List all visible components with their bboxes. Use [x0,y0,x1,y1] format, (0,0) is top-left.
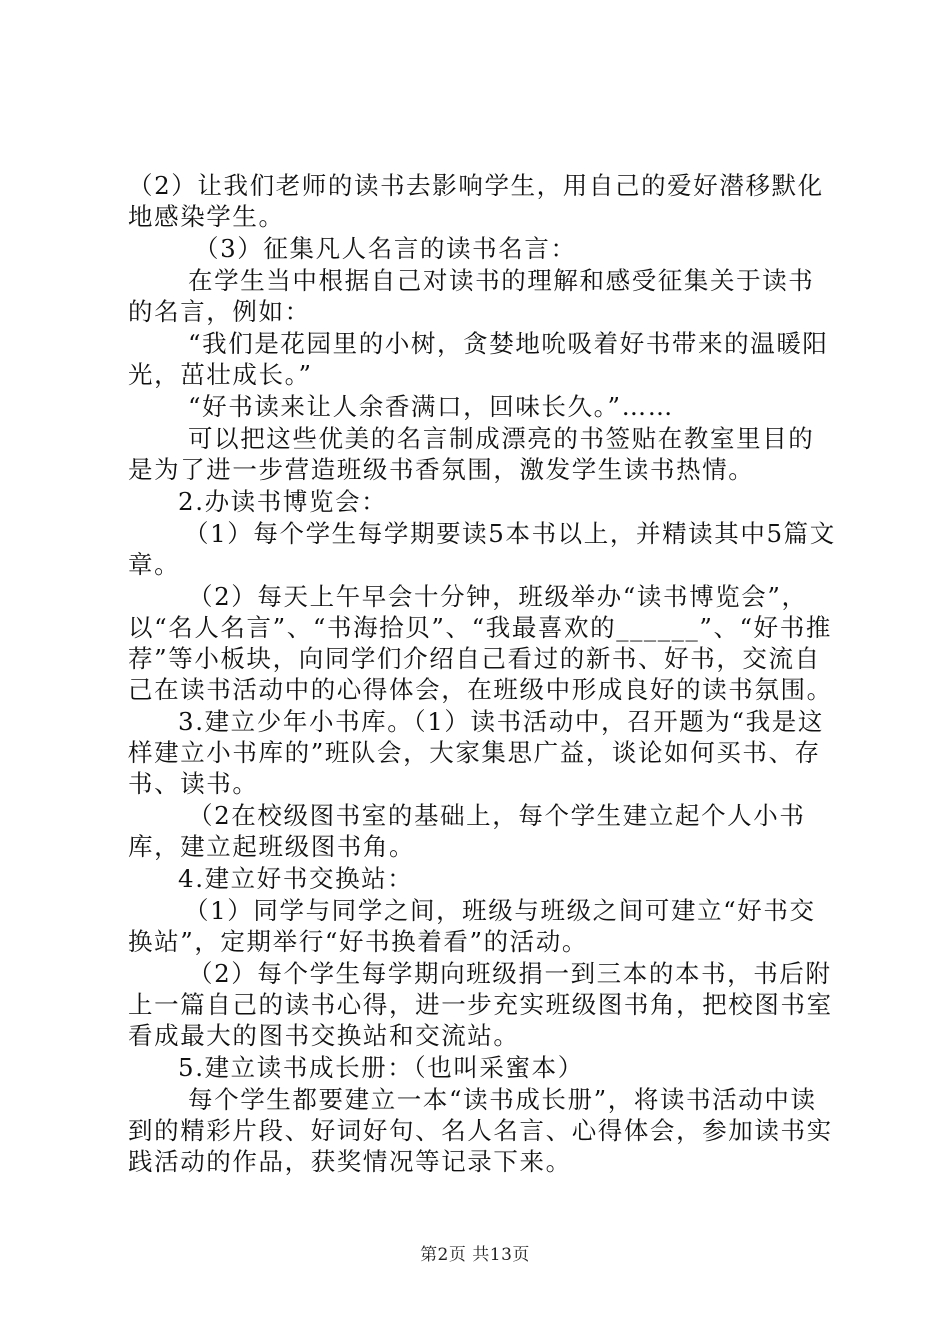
section-heading: 3.建立少年小书库。（1）读书活动中，召开题为“我是这样建立小书库的”班队会，大家集思广益，谈论如何买书、存书、读书。 [128,707,824,798]
paragraph: （2在校级图书室的基础上，每个学生建立起个人小书库，建立起班级图书角。 [128,801,806,861]
paragraph: 每个学生都要建立一本“读书成长册”，将读书活动中读到的精彩片段、好词好句、名人名言、心得体会，参加读书实践活动的作品，获奖情况等记录下来。 [128,1085,833,1176]
page-number-footer: 第2页 共13页 [420,1245,530,1265]
document-body [128,170,838,1177]
paragraph: “我们是花园里的小树，贪婪地吮吸着好书带来的温暖阳光，茁壮成长。” [128,329,829,389]
paragraph: 在学生当中根据自己对读书的理解和感受征集关于读书的名言，例如： [128,266,815,326]
section-heading: 4.建立好书交换站： [178,864,414,893]
paragraph: （1）每个学生每学期要读5本书以上，并精读其中5篇文章。 [128,519,836,579]
paragraph: “好书读来让人余香满口，回味长久。”…… [188,392,674,421]
paragraph: 可以把这些优美的名言制成漂亮的书签贴在教室里目的是为了进一步营造班级书香氛围，激发学生读书热情。 [128,424,815,484]
paragraph: （3）征集凡人名言的读书名言： [194,234,577,263]
section-heading: 5.建立读书成长册：（也叫采蜜本） [178,1053,584,1082]
paragraph: （2）让我们老师的读书去影响学生，用自己的爱好潜移默化地感染学生。 [128,171,824,231]
section-heading: 2.办读书博览会： [178,487,388,516]
paragraph: （2）每个学生每学期向班级捐一到三本的本书，书后附上一篇自己的读书心得，进一步充实班级图书角，把校图书室看成最大的图书交换站和交流站。 [128,959,833,1050]
paragraph: （1）同学与同学之间，班级与班级之间可建立“好书交换站”，定期举行“好书换着看”的活动。 [128,896,816,956]
paragraph: （2）每天上午早会十分钟，班级举办“读书博览会”，以“名人名言”、“书海拾贝”、“我最喜欢的______”、“好书推荐”等小板块，向同学们介绍自己看过的新书、好书，交流自己在读书活动中的心得体会，在班级中形成良好的读书氛围。 [128,582,833,704]
